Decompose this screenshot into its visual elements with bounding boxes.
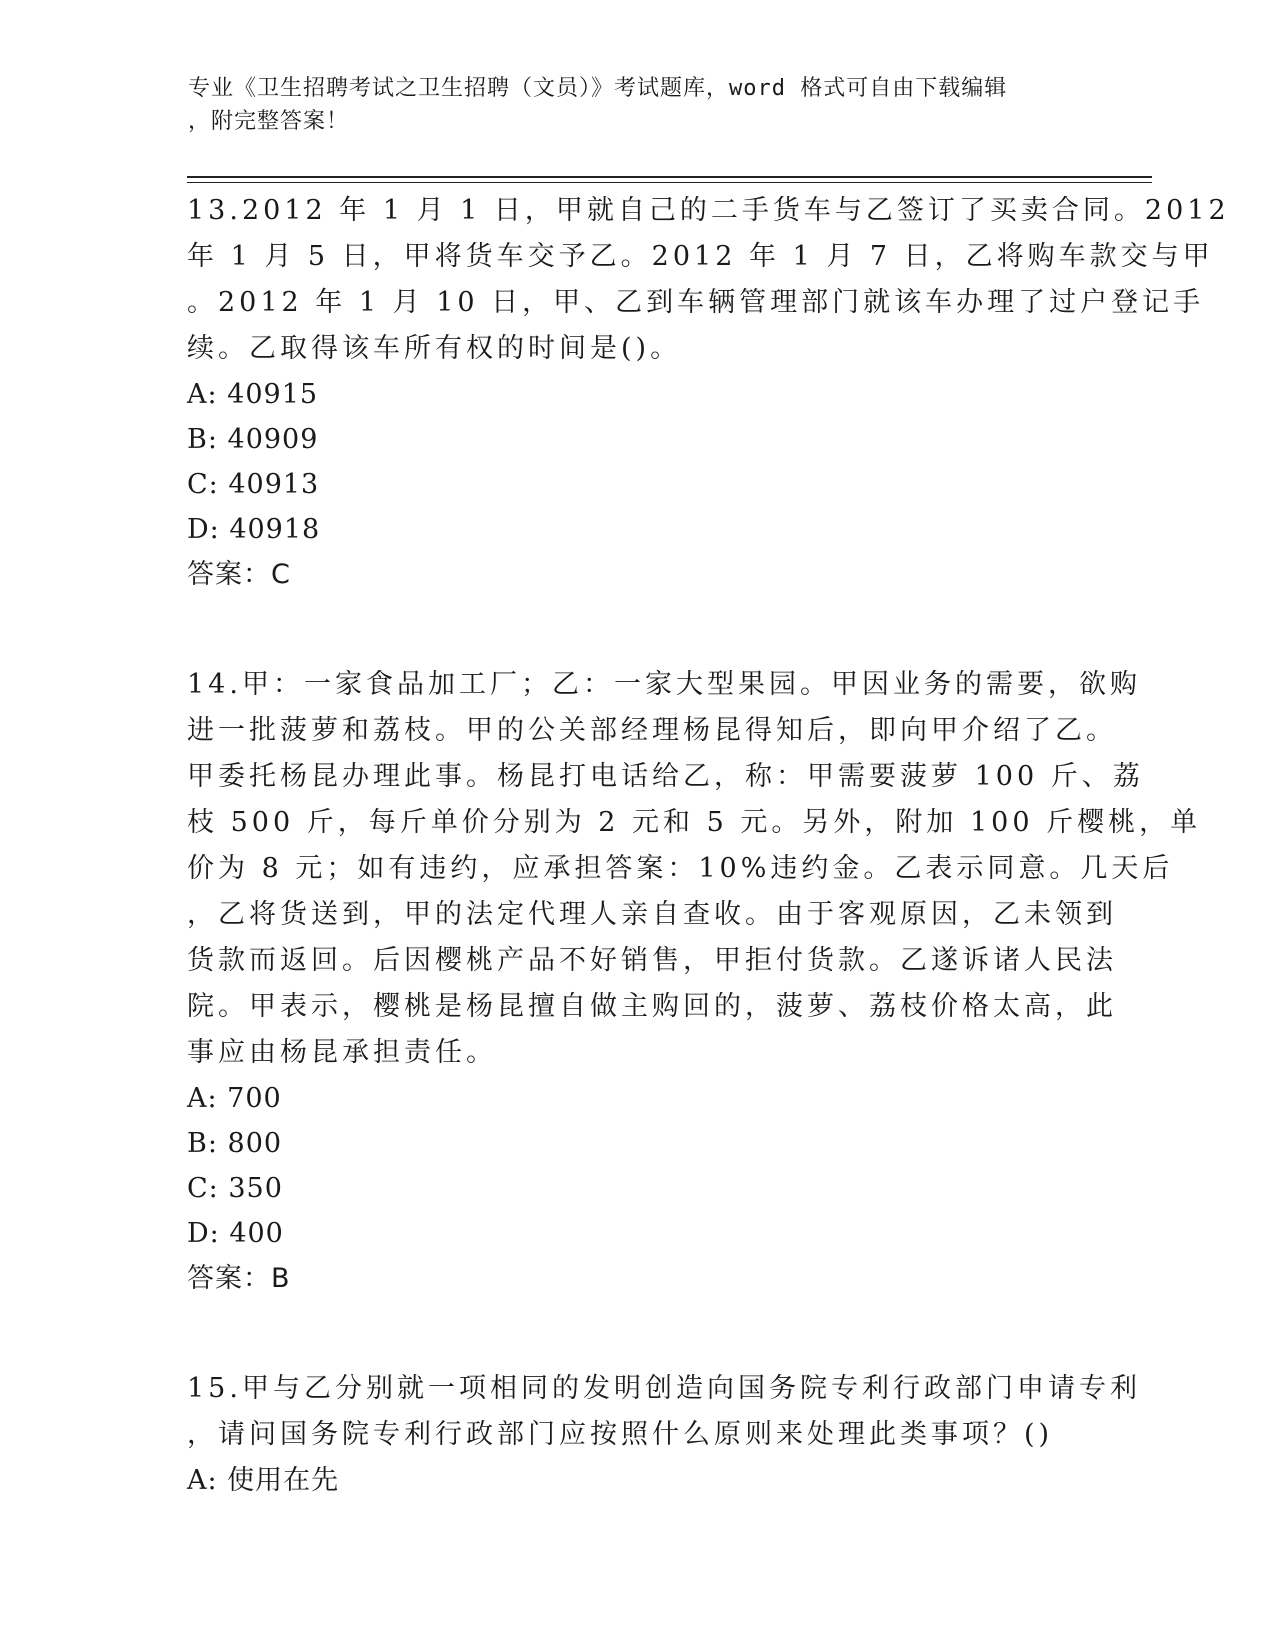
question-text-line: 甲委托杨昆办理此事。杨昆打电话给乙，称：甲需要菠萝 100 斤、荔 (187, 761, 1144, 792)
option-d: D: 400 (187, 1218, 284, 1249)
answer: 答案：B (187, 1263, 291, 1294)
question-13 (187, 188, 1230, 598)
answer: 答案：C (187, 559, 291, 590)
question-text-line: 进一批菠萝和荔枝。甲的公关部经理杨昆得知后，即向甲介绍了乙。 (187, 715, 1117, 746)
option-d: D: 40918 (187, 514, 321, 545)
question-text-line: 货款而返回。后因樱桃产品不好销售，甲拒付货款。乙遂诉诸人民法 (187, 945, 1117, 976)
option-c: C: 350 (187, 1173, 283, 1204)
question-14 (187, 662, 1202, 1302)
question-15 (187, 1366, 1147, 1503)
option-a: A: 40915 (187, 379, 319, 410)
header-divider-thick (187, 176, 1152, 178)
question-text-line: 事应由杨昆承担责任。 (187, 1037, 497, 1068)
document-header (188, 72, 1068, 138)
option-a: A: 700 (187, 1083, 282, 1114)
question-list (187, 188, 1230, 1503)
question-text-line: 价为 8 元；如有违约，应承担答案：10%违约金。乙表示同意。几天后 (187, 853, 1174, 884)
option-a: A: 使用在先 (187, 1465, 340, 1496)
option-b: B: 40909 (187, 424, 319, 455)
option-c: C: 40913 (187, 469, 320, 500)
question-text-line: ，请问国务院专利行政部门应按照什么原则来处理此类事项？() (187, 1419, 1054, 1450)
question-text-line: 院。甲表示，樱桃是杨昆擅自做主购回的，菠萝、荔枝价格太高，此 (187, 991, 1117, 1022)
question-text-line: 续。乙取得该车所有权的时间是()。 (187, 333, 682, 364)
question-text-line: 年 1 月 5 日，甲将货车交予乙。2012 年 1 月 7 日，乙将购车款交与甲 (187, 241, 1214, 272)
question-text-line: 13.2012 年 1 月 1 日，甲就自己的二手货车与乙签订了买卖合同。2012 (187, 195, 1230, 226)
question-text-line: 14.甲：一家食品加工厂；乙：一家大型果园。甲因业务的需要，欲购 (187, 669, 1141, 700)
question-text-line: ，乙将货送到，甲的法定代理人亲自查收。由于客观原因，乙未领到 (187, 899, 1117, 930)
question-text-line: 。2012 年 1 月 10 日，甲、乙到车辆管理部门就该车办理了过户登记手 (187, 287, 1205, 318)
spacer (187, 598, 1147, 662)
option-b: B: 800 (187, 1128, 283, 1159)
question-text-line: 枝 500 斤，每斤单价分别为 2 元和 5 元。另外，附加 100 斤樱桃，单 (187, 807, 1202, 838)
header-line-1: 专业《卫生招聘考试之卫生招聘（文员）》考试题库，word 格式可自由下载编辑 (188, 76, 1008, 101)
header-divider-thin (187, 182, 1152, 183)
question-text-line: 15.甲与乙分别就一项相同的发明创造向国务院专利行政部门申请专利 (187, 1373, 1141, 1404)
spacer (187, 1302, 1147, 1366)
header-line-2: ，附完整答案！ (188, 109, 350, 134)
